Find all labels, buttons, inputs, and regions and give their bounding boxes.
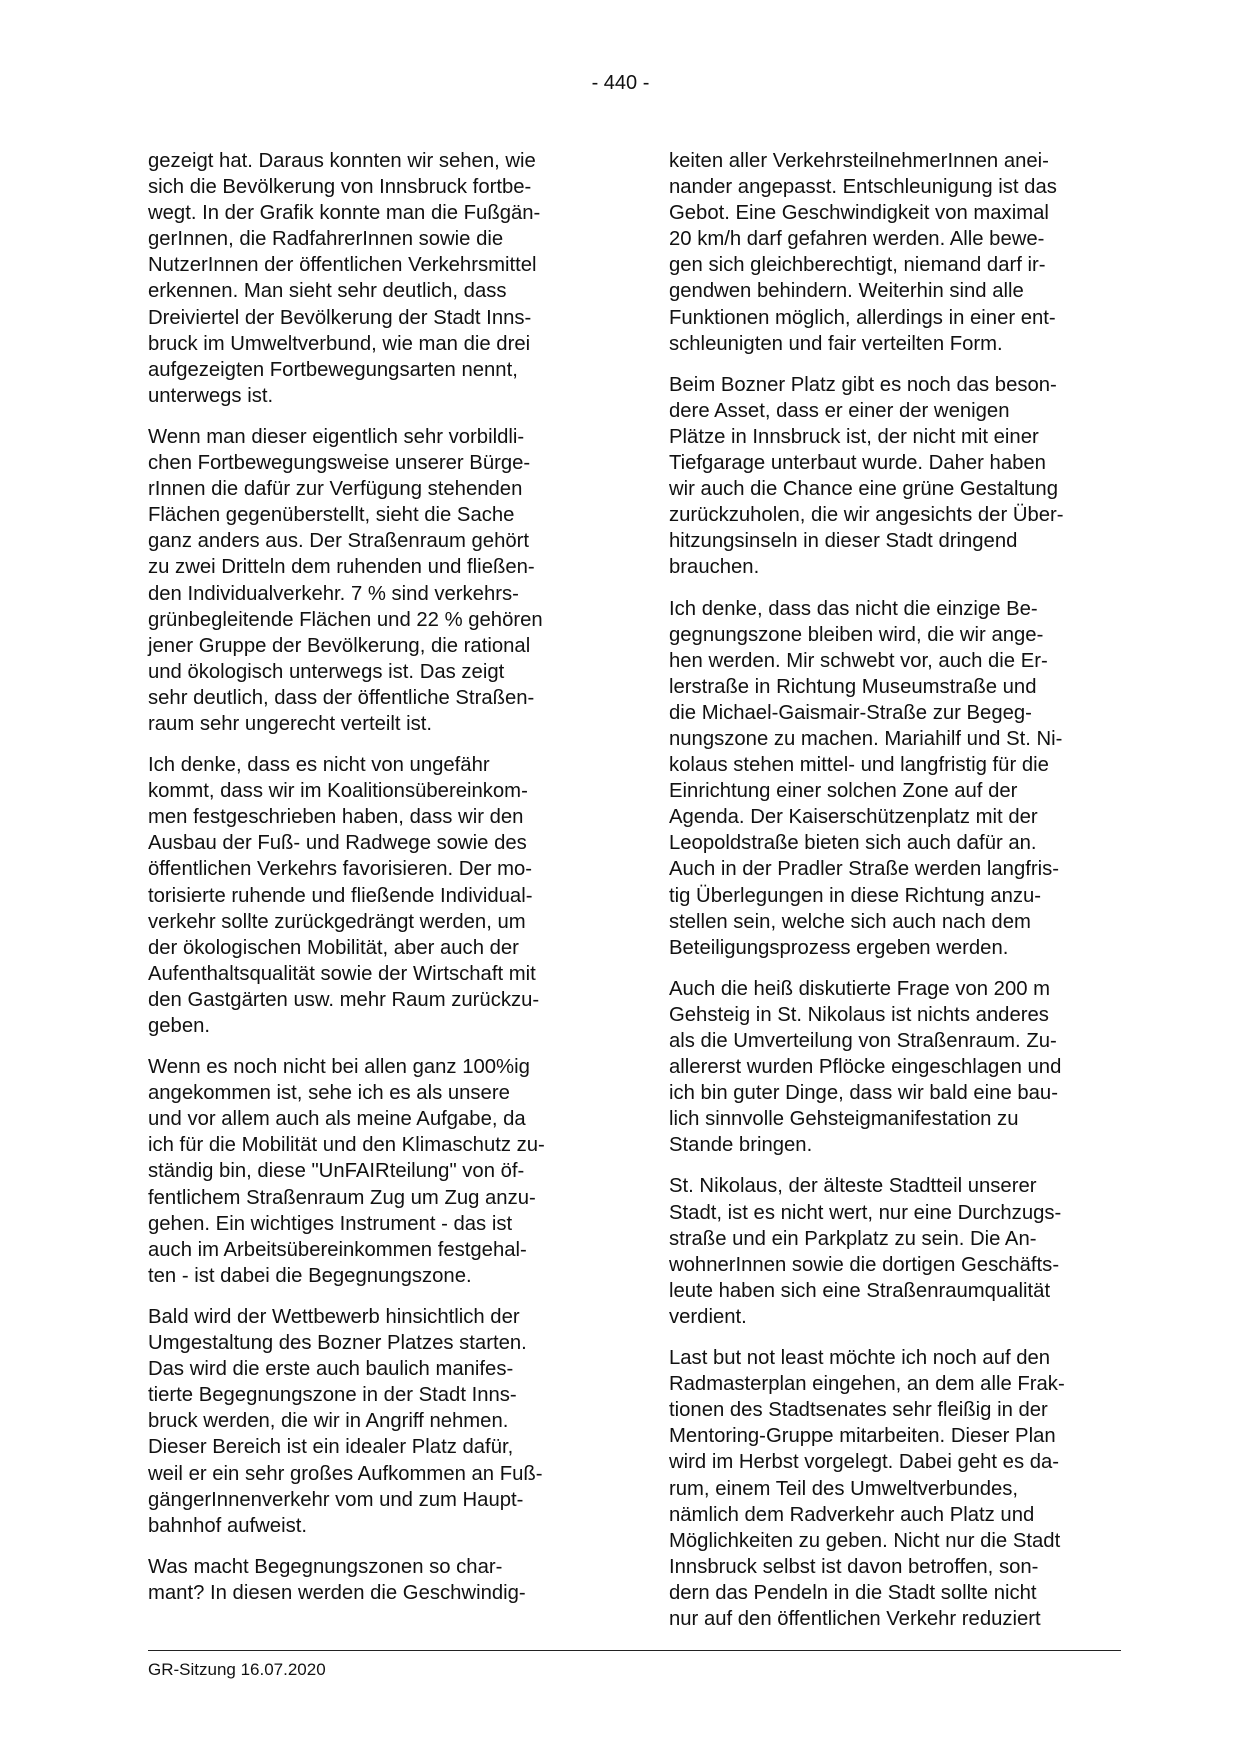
page-number: - 440 - xyxy=(591,72,650,94)
paragraph: gezeigt hat. Daraus konnten wir sehen, wie sich die Bevölkerung von Innsbruck fortbe- wegt. In der Grafik konnte man die Fußgän- gerInnen, die RadfahrerInnen sowie die NutzerInnen der öffentlichen Verkehrsmittel erkennen. Man sieht sehr deutlich, dass Dreiviertel der Bevölkerung der Stadt Inns- bruck im Umweltverbund, wie man die drei aufgezeigten Fortbewegungsarten nennt, unterwegs ist. xyxy=(148,150,541,407)
paragraph: Ich denke, dass das nicht die einzige Be- gegnungszone bleiben wird, die wir ange- hen werden. Mir schwebt vor, auch die Er- lerstraße in Richtung Museumstraße und die Michael-Gaismair-Straße zur Begeg- nungszone zu machen. Mariahilf und St. Ni- kolaus stehen mittel- und langfristig für die Einrichtung einer solchen Zone auf der Agenda. Der Kaiserschützenplatz mit der Leopoldstraße bieten sich auch dafür an. Auch in der Pradler Straße werden langfris- tig Überlegungen in diese Richtung anzu- stellen sein, welche sich auch nach dem Beteiligungsprozess ergeben werden. xyxy=(669,597,1063,959)
paragraph: Auch die heiß diskutierte Frage von 200 m Gehsteig in St. Nikolaus ist nichts anderes als die Umverteilung von Straßenraum. Zu- allererst wurden Pflöcke eingeschlagen und ich bin guter Dinge, dass wir bald eine bau- lich sinnvolle Gehsteigmanifestation zu Stande bringen. xyxy=(669,977,1062,1157)
paragraph: Last but not least möchte ich noch auf den Radmasterplan eingehen, an dem alle Frak- tionen des Stadtsenates sehr fleißig in der Mentoring-Gruppe mitarbeiten. Dieser Plan wird im Herbst vorgelegt. Dabei geht es da- rum, einem Teil des Umweltverbundes, nämlich dem Radverkehr auch Platz und Möglichkeiten zu geben. Nicht nur die Stadt Innsbruck selbst ist davon betroffen, son- dern das Pendeln in die Stadt sollte nicht nur auf den öffentlichen Verkehr reduziert xyxy=(669,1347,1065,1630)
paragraph: Ich denke, dass es nicht von ungefähr kommt, dass wir im Koalitionsübereinkom- men festgeschrieben haben, dass wir den Ausbau der Fuß- und Radwege sowie des öffentlichen Verkehrs favorisieren. Der mo- torisierte ruhende und fließende Individual- verkehr sollte zurückgedrängt werden, um der ökologischen Mobilität, aber auch der Aufenthaltsqualität sowie der Wirtschaft mit den Gastgärten usw. mehr Raum zurückzu- geben. xyxy=(148,754,540,1037)
paragraph: keiten aller VerkehrsteilnehmerInnen anei- nander angepasst. Entschleunigung ist das Gebot. Eine Geschwindigkeit von maximal 20 km/h darf gefahren werden. Alle bewe- gen sich gleichberechtigt, niemand darf ir- gendwen behindern. Weiterhin sind alle Funktionen möglich, allerdings in einer ent- schleunigten und fair verteilten Form. xyxy=(669,150,1057,355)
paragraph: Beim Bozner Platz gibt es noch das beson- dere Asset, dass er einer der wenigen Plätze in Innsbruck ist, der nicht mit einer Tiefgarage unterbaut wurde. Daher haben wir auch die Chance eine grüne Gestaltung zurückzuholen, die wir angesichts der Über- hitzungsinseln in dieser Stadt dringend brauchen. xyxy=(669,373,1064,579)
paragraph: Wenn man dieser eigentlich sehr vorbildli- chen Fortbewegungsweise unserer Bürge- rInnen die dafür zur Verfügung stehenden Flächen gegenüberstellt, sieht die Sache ganz anders aus. Der Straßenraum gehört zu zwei Dritteln dem ruhenden und fließen- den Individualverkehr. 7 % sind verkehrs- grünbegleitende Flächen und 22 % gehören jener Gruppe der Bevölkerung, die rational und ökologisch unterwegs ist. Das zeigt sehr deutlich, dass der öffentliche Straßen- raum sehr ungerecht verteilt ist. xyxy=(148,425,543,735)
paragraph: Wenn es noch nicht bei allen ganz 100%ig angekommen ist, sehe ich es als unsere und vor allem auch als meine Aufgabe, da ich für die Mobilität und den Klimaschutz zu- ständig bin, diese "UnFAIRteilung" von öf- fentlichem Straßenraum Zug um Zug anzu- gehen. Ein wichtiges Instrument - das ist auch im Arbeitsübereinkommen festgehal- ten - ist dabei die Begegnungszone. xyxy=(148,1056,545,1287)
paragraph: Was macht Begegnungszonen so char- mant? In diesen werden die Geschwindig- xyxy=(148,1555,526,1604)
footer-session-date: GR-Sitzung 16.07.2020 xyxy=(148,1660,326,1679)
left-column xyxy=(148,148,600,1621)
right-column xyxy=(669,148,1121,1647)
paragraph: Bald wird der Wettbewerb hinsichtlich der Umgestaltung des Bozner Platzes starten. Das wird die erste auch baulich manifes- tierte Begegnungszone in der Stadt Inns- bruck werden, die wir in Angriff nehmen. Dieser Bereich ist ein idealer Platz dafür, weil er ein sehr großes Aufkommen an Fuß- gängerInnenverkehr vom und zum Haupt- bahnhof aufweist. xyxy=(148,1305,543,1537)
paragraph: St. Nikolaus, der älteste Stadtteil unserer Stadt, ist es nicht wert, nur eine Durchzugs- straße und ein Parkplatz zu sein. Die An- wohnerInnen sowie die dortigen Geschäfts- leute haben sich eine Straßenraumqualität verdient. xyxy=(669,1175,1062,1328)
footer-divider xyxy=(148,1650,1121,1651)
